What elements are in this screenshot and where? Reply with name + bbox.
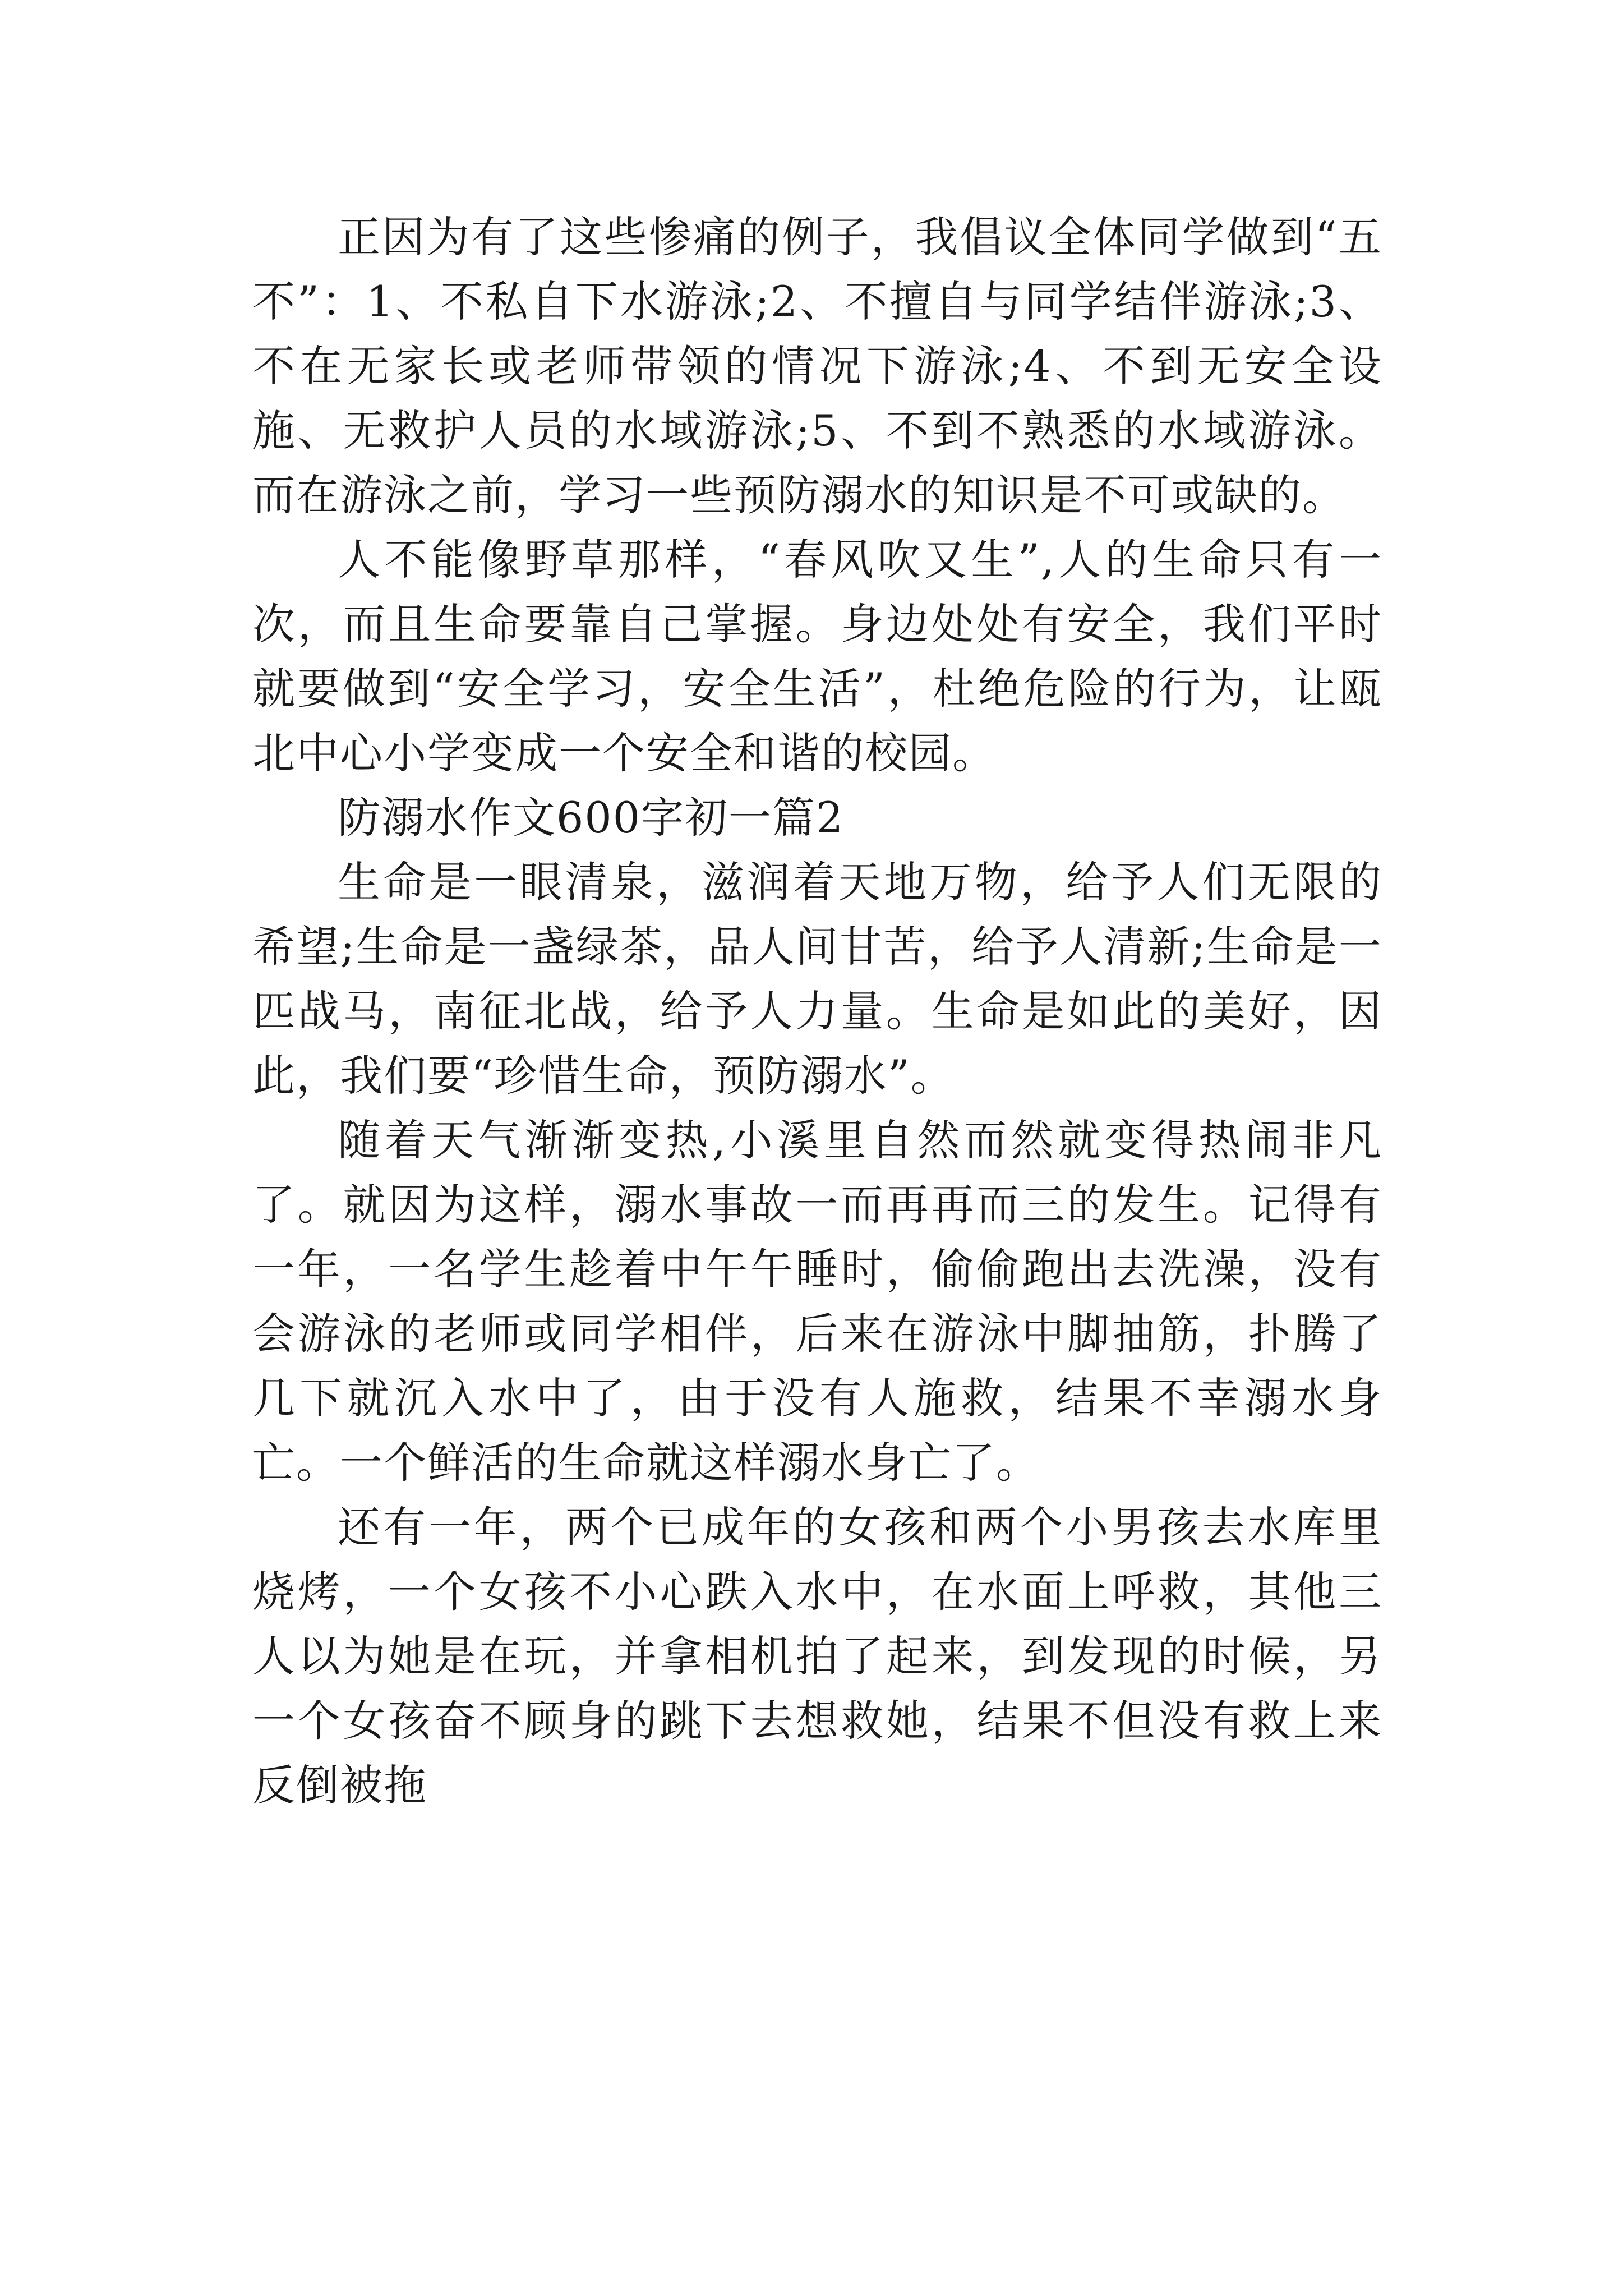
paragraph-stream-accident: 随着天气渐渐变热,小溪里自然而然就变得热闹非凡了。就因为这样，溺水事故一而再再而三的发生。记得有一年，一名学生趁着中午午睡时，偷偷跑出去洗澡，没有会游泳的老师或同学相伴，后来在游泳中脚抽筋，扑腾了几下就沉入水中了，由于没有人施救，结果不幸溺水身亡。一个鲜活的生命就这样溺水身亡了。 [252,1115,1382,1488]
section-heading: 防溺水作文600字初一篇2 [338,793,845,843]
paragraph-life-once: 人不能像野草那样，“春风吹又生”,人的生命只有一次，而且生命要靠自己掌握。身边处处有安全，我们平时就要做到“安全学习，安全生活”，杜绝危险的行为，让瓯北中心小学变成一个安全和谐的校园。 [252,535,1382,778]
document-body [252,205,1382,1818]
paragraph-life-metaphor: 生命是一眼清泉，滋润着天地万物，给予人们无限的希望;生命是一盏绿茶，品人间甘苦，给予人清新;生命是一匹战马，南征北战，给予人力量。生命是如此的美好，因此，我们要“珍惜生命，预防溺水”。 [252,857,1382,1101]
paragraph-reservoir-accident: 还有一年，两个已成年的女孩和两个小男孩去水库里烧烤，一个女孩不小心跌入水中，在水面上呼救，其他三人以为她是在玩，并拿相机拍了起来，到发现的时候，另一个女孩奋不顾身的跳下去想救她，结果不但没有救上来反倒被拖 [252,1502,1382,1810]
paragraph-five-rules: 正因为有了这些惨痛的例子，我倡议全体同学做到“五不”：1、不私自下水游泳;2、不擅自与同学结伴游泳;3、不在无家长或老师带领的情况下游泳;4、不到无安全设施、无救护人员的水域游泳;5、不到不熟悉的水域游泳。而在游泳之前，学习一些预防溺水的知识是不可或缺的。 [252,212,1382,520]
